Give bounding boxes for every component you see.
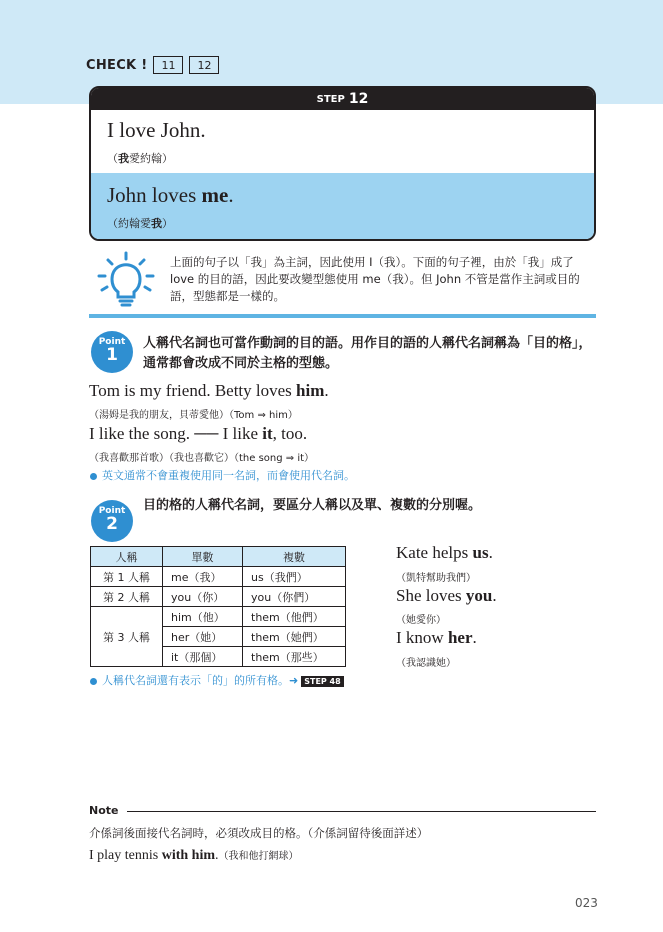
tip-text: 上面的句子以「我」為主詞，因此使用 I（我）。下面的句子裡，由於「我」成了 love 的目的語，因此要改變型態使用 me（我）。但 John 不管是當作主詞或目的語，型態都是一樣的。 [170, 255, 580, 303]
table-cell: them（那些） [243, 647, 346, 667]
point-2-example-3-zh: （我認識她） [396, 658, 456, 669]
divider [89, 314, 596, 318]
point-1-example-1: Tom is my friend. Betty loves him. [89, 381, 329, 400]
point-2-example-3: I know her. [396, 628, 477, 647]
table-cell: 第 1 人稱 [91, 567, 163, 587]
lightbulb-icon [96, 250, 156, 310]
step-example-2 [91, 173, 594, 239]
check-box-11[interactable]: 11 [153, 56, 183, 74]
note-section [89, 804, 596, 864]
table-cell: it（那個） [163, 647, 243, 667]
point-2-badge: Point 2 [91, 500, 133, 542]
table-cell: 第 2 人稱 [91, 587, 163, 607]
point-2-example-1-zh: （凱特幫助我們） [396, 573, 476, 584]
table-cell: her（她） [163, 627, 243, 647]
note-rule [127, 811, 596, 812]
step-example-1-zh: （我愛約翰） [107, 152, 173, 165]
point-2-text: 目的格的人稱代名詞，要區分人稱以及單、複數的分別喔。 [143, 498, 482, 513]
step-example-1 [91, 110, 594, 173]
step-example-1-en: I love John. [107, 118, 206, 142]
table-row [91, 607, 346, 627]
step-header [91, 88, 594, 110]
point-1-example-1-zh: （湯姆是我的朋友，貝蒂愛他）（Tom ⇒ him） [89, 410, 298, 421]
step-example-2-zh: （約翰愛我） [107, 217, 173, 230]
table-row [91, 567, 346, 587]
table-cell: us（我們） [243, 567, 346, 587]
point-1-note: 英文通常不會重複使用同一名詞，而會使用代名詞。 [90, 467, 355, 483]
point-1-example-2-zh: （我喜歡那首歌）（我也喜歡它）（the song ⇒ it） [89, 453, 315, 464]
table-header-row [91, 547, 346, 567]
table-header: 人稱 [91, 547, 163, 567]
step-box [89, 86, 596, 241]
point-2-example-2-zh: （她愛你） [396, 615, 446, 626]
step-example-2-en: John loves me. [107, 183, 234, 207]
note-title: Note [89, 804, 119, 817]
point-2-example-1: Kate helps us. [396, 543, 493, 562]
note-line-2: I play tennis with him.（我和他打網球） [89, 848, 299, 863]
table-cell: me（我） [163, 567, 243, 587]
point-1-badge: Point 1 [91, 331, 133, 373]
point-2-example-2: She loves you. [396, 586, 497, 605]
table-row [91, 587, 346, 607]
bullet-icon [90, 678, 97, 685]
table-cell: him（他） [163, 607, 243, 627]
page-number: 023 [575, 896, 598, 910]
table-cell: them（她們） [243, 627, 346, 647]
table-cell: you（你們） [243, 587, 346, 607]
point-1-example-2: I like the song. ── I like it, too. [89, 424, 308, 443]
step-48-link[interactable]: STEP 48 [301, 676, 343, 687]
table-cell: them（他們） [243, 607, 346, 627]
table-cell: 第 3 人稱 [91, 607, 163, 667]
check-header [86, 56, 219, 74]
table-cell: you（你） [163, 587, 243, 607]
step-prefix: STEP [316, 93, 345, 105]
table-header: 單數 [163, 547, 243, 567]
bullet-icon [90, 473, 97, 480]
note-line-1: 介係詞後面接代名詞時，必須改成目的格。（介係詞留待後面詳述） [89, 826, 429, 840]
point-1-text: 人稱代名詞也可當作動詞的目的語。用作目的語的人稱代名詞稱為「目的格」，通常都會改成不同於主格的型態。 [143, 336, 592, 371]
check-box-12[interactable]: 12 [189, 56, 219, 74]
check-label: CHECK ! [86, 57, 148, 73]
point-2-note: 人稱代名詞還有表示「的」的所有格。➜ STEP 48 [90, 672, 344, 688]
table-header: 複數 [243, 547, 346, 567]
step-number: 12 [348, 91, 369, 107]
pronoun-table [90, 546, 346, 667]
